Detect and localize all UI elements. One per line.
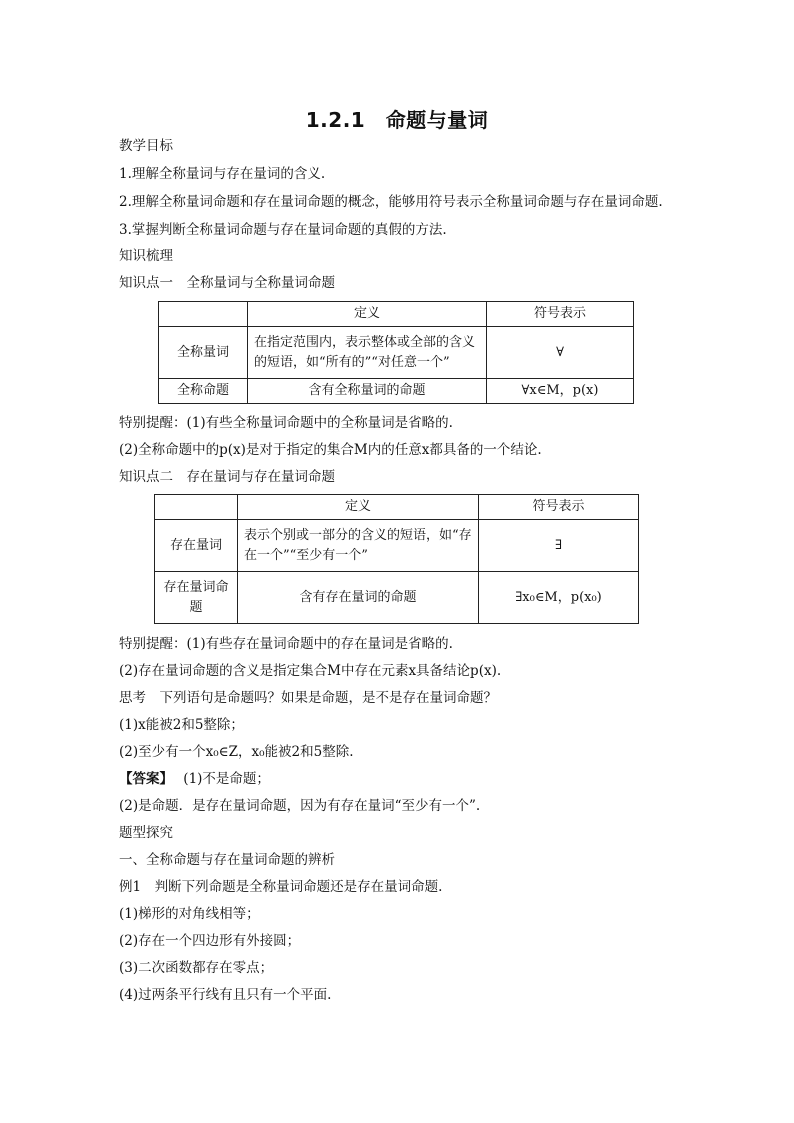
point1-tip-1: 特别提醒：(1)有些全称量词命题中的全称量词是省略的. [119, 415, 453, 431]
goal-item-2: 2.理解全称量词命题和存在量词命题的概念，能够用符号表示全称量词命题与存在量词命题. [119, 194, 663, 210]
answer-label: 【答案】 [119, 771, 173, 787]
think-question: 思考 下列语句是命题吗？如果是命题，是不是存在量词命题？ [119, 690, 497, 706]
table-header-cell [155, 495, 238, 520]
point2-tip-2: (2)存在量词命题的含义是指定集合M中存在元素x具备结论p(x). [119, 663, 502, 679]
table-header-cell: 定义 [238, 495, 479, 520]
answer-text-1: (1)不是命题； [183, 771, 270, 787]
table-cell: 含有全称量词的命题 [248, 379, 487, 404]
point2-heading: 知识点二 存在量词与存在量词命题 [119, 469, 335, 485]
point1-heading: 知识点一 全称量词与全称量词命题 [119, 275, 335, 291]
table-header-cell: 定义 [248, 302, 487, 327]
example-item-2: (2)存在一个四边形有外接圆； [119, 933, 301, 949]
goal-item-1: 1.理解全称量词与存在量词的含义. [119, 166, 326, 182]
universal-quantifier-table [158, 301, 634, 404]
table-row [155, 572, 639, 624]
table-cell: 全称量词 [159, 327, 248, 379]
table-cell: ∀ [487, 327, 634, 379]
table-cell: 存在量词 [155, 520, 238, 572]
table-cell: ∃ [479, 520, 639, 572]
think-item-2: (2)至少有一个x₀∈Z，x₀能被2和5整除. [119, 744, 354, 760]
answer-line [119, 769, 270, 789]
point1-tip-2: (2)全称命题中的p(x)是对于指定的集合M内的任意x都具备的一个结论. [119, 442, 542, 458]
goal-item-3: 3.掌握判断全称量词命题与存在量词命题的真假的方法. [119, 222, 447, 238]
table-cell: ∃x₀∈M，p(x₀) [479, 572, 639, 624]
point2-tip-1: 特别提醒：(1)有些存在量词命题中的存在量词是省略的. [119, 636, 453, 652]
example-item-3: (3)二次函数都存在零点； [119, 960, 274, 976]
explore-heading: 题型探究 [119, 825, 173, 841]
table-header-cell: 符号表示 [479, 495, 639, 520]
table-header-row [159, 302, 634, 327]
table-cell: 表示个别或一部分的含义的短语，如“存在一个”“至少有一个” [238, 520, 479, 572]
example-item-1: (1)梯形的对角线相等； [119, 906, 260, 922]
table-header-cell [159, 302, 248, 327]
answer-text-2: (2)是命题．是存在量词命题，因为有存在量词“至少有一个”. [119, 798, 481, 814]
table-row [159, 327, 634, 379]
table-row [159, 379, 634, 404]
table-cell: 全称命题 [159, 379, 248, 404]
table-cell: 存在量词命题 [155, 572, 238, 624]
knowledge-review-heading: 知识梳理 [119, 248, 173, 264]
table-cell: 在指定范围内，表示整体或全部的含义的短语，如“所有的”“对任意一个” [248, 327, 487, 379]
example-item-4: (4)过两条平行线有且只有一个平面. [119, 987, 332, 1003]
page-title: 1.2.1 命题与量词 [305, 108, 489, 132]
table-header-row [155, 495, 639, 520]
teaching-goals-heading: 教学目标 [119, 138, 173, 154]
existential-quantifier-table [154, 494, 639, 624]
explore-section: 一、全称命题与存在量词命题的辨析 [119, 852, 335, 868]
table-cell: 含有存在量词的命题 [238, 572, 479, 624]
table-row [155, 520, 639, 572]
think-item-1: (1)x能被2和5整除； [119, 717, 244, 733]
table-header-cell: 符号表示 [487, 302, 634, 327]
example-1: 例1 判断下列命题是全称量词命题还是存在量词命题. [119, 879, 443, 895]
table-cell: ∀x∈M，p(x) [487, 379, 634, 404]
